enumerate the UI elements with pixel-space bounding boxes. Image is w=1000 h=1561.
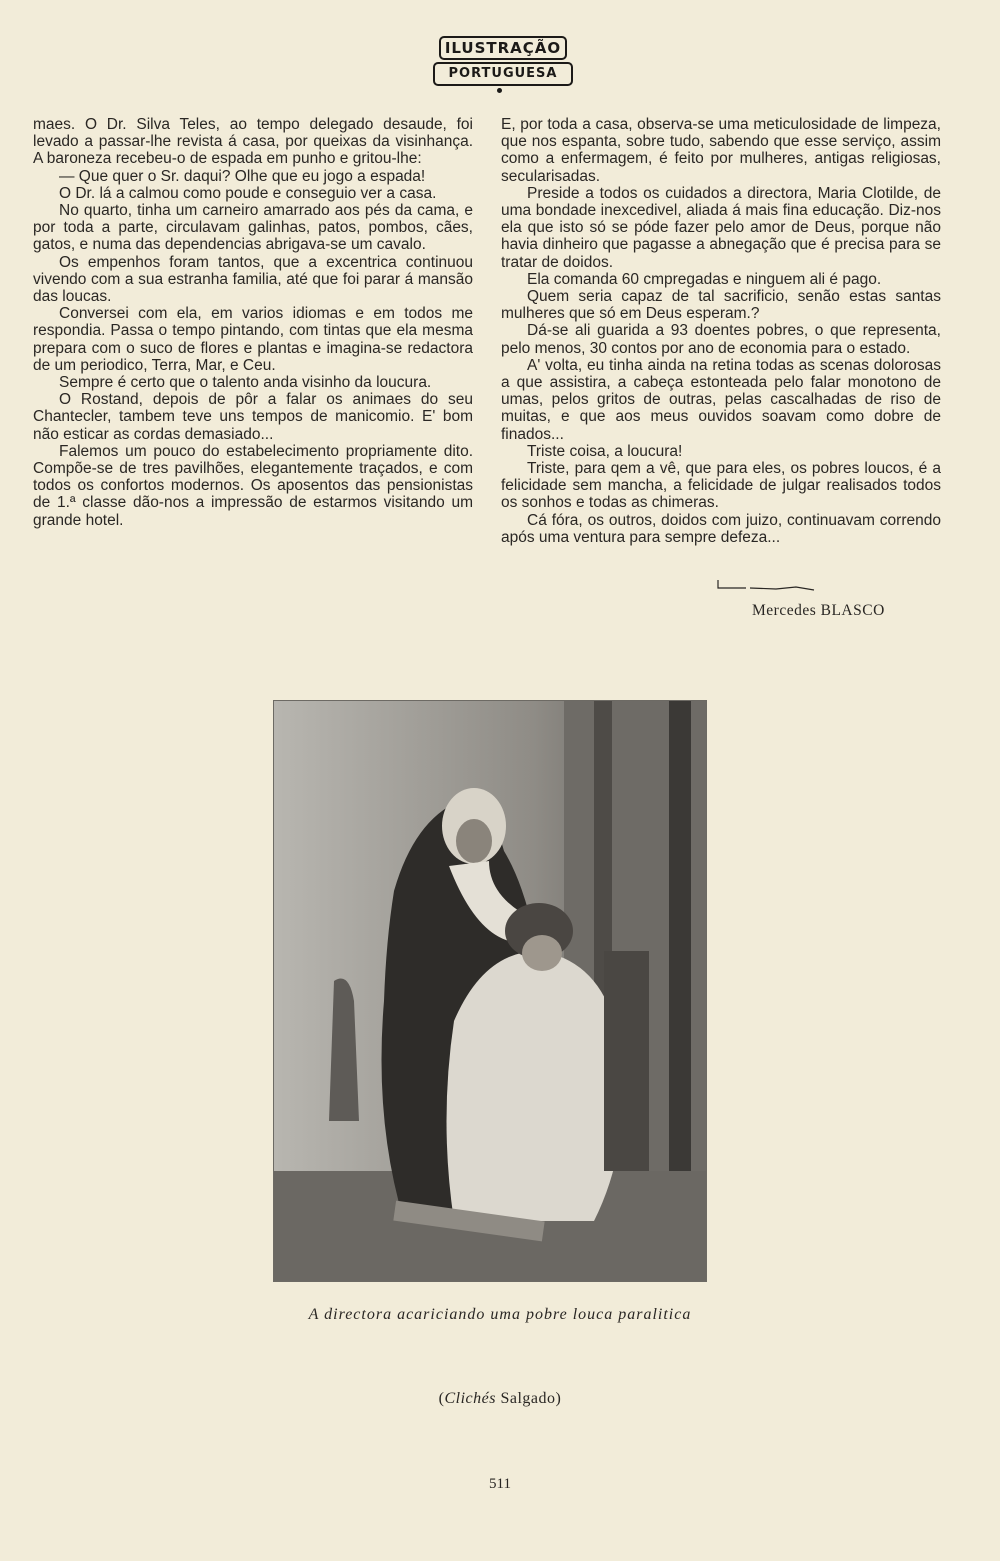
paragraph: O Dr. lá a calmou como poude e conseguio ver a casa. <box>59 184 437 202</box>
credit-prefix: ( <box>438 1390 445 1407</box>
paragraph: Falemos um pouco do estabelecimento propriamente dito. Compõe-se de tres pavilhões, elegantemente traçados, e com todos os confortos modernos. Os aposentos das pensionistas de 1.ª classe dão-nos a impressão de estarmos visitando um grande hotel. <box>33 442 473 529</box>
paragraph: O Rostand, depois de pôr a falar os animaes do seu Chantecler, tambem teve uns tempos de manicomio. E' bom não esticar as cordas demasiado... <box>33 391 473 443</box>
photo-caption: A directora acariciando uma pobre louca paralitica <box>308 1306 692 1323</box>
photo-credit <box>300 1390 700 1408</box>
masthead-logo <box>433 36 573 92</box>
paragraph: Preside a todos os cuidados a directora, Maria Clotilde, de uma bondade inexcedivel, aliada á mais fina educação. Diz-nos ela que isto só se póde fazer pelo amor de Deus, porque não havia dinheiro que pagasse a abnegação que é precisa para se tratar de doidos. <box>501 184 941 271</box>
credit-cliches: Clichés <box>444 1390 496 1407</box>
paragraph: A' volta, eu tinha ainda na retina todas as scenas dolorosas a que assistira, a cabeça estonteada pelo falar monotono de umas, pelos gritos de outras, pelas cascalhadas de riso de muitas, e que aos meus ouvidos soavam como dobre de finados... <box>501 356 941 443</box>
paragraph: maes. O Dr. Silva Teles, ao tempo delegado desaude, foi levado a passar-lhe revista á casa, por queixas da visinhança. A baroneza recebeu-o de espada em punho e gritou-lhe: <box>33 116 473 168</box>
paragraph: — Que quer o Sr. daqui? Olhe que eu jogo a espada! <box>59 167 426 185</box>
paragraph: Dá-se ali guarida a 93 doentes pobres, o que representa, pelo menos, 30 contos por ano de economia para o estado. <box>501 322 941 357</box>
credit-name: Salgado) <box>495 1390 562 1407</box>
signature-flourish <box>716 578 816 592</box>
paragraph: Conversei com ela, em varios idiomas e em todos me respondia. Passa o tempo pintando, com tintas que ela mesma prepara com o suco de flores e plantas e imagina-se redactora de um periodico, Terra, Mar, e Ceu. <box>33 305 473 374</box>
paragraph: Cá fóra, os outros, doidos com juizo, continuavam correndo após uma ventura para sempre defeza... <box>501 511 941 546</box>
paragraph: E, por toda a casa, observa-se uma meticulosidade de limpeza, que nos espanta, sobre tudo, sabendo que esse serviço, assim como a enfermagem, é feito por mulheres, antigas religiosas, secularisadas. <box>501 116 941 185</box>
paragraph: Triste, para qem a vê, que para eles, os pobres loucos, é a felicidade sem mancha, a felicidade de julgar realisados todos os sonhos e todas as chimeras. <box>501 460 941 512</box>
paragraph: No quarto, tinha um carneiro amarrado aos pés da cama, e por toda a parte, circulavam galinhas, patos, pombos, cães, gatos, e numa das dependencias abrigava-se um cavalo. <box>33 202 473 254</box>
masthead-line-1: ILUSTRAÇÃO <box>439 36 567 60</box>
paragraph: Ela comanda 60 cmpregadas e ninguem ali é pago. <box>527 270 882 288</box>
masthead-line-2: PORTUGUESA <box>433 62 573 86</box>
page-number: 511 <box>489 1476 511 1492</box>
paragraph: Quem seria capaz de tal sacrificio, senão estas santas mulheres que só em Deus esperam.? <box>501 288 941 323</box>
right-article-column <box>501 116 941 546</box>
author-signature: Mercedes BLASCO <box>752 602 885 619</box>
paragraph: Os empenhos foram tantos, que a excentrica continuou vivendo com a sua estranha familia, até que foi parar á mansão das loucas. <box>33 253 473 306</box>
masthead-ornament <box>497 88 502 93</box>
paragraph: Triste coisa, a loucura! <box>527 442 683 460</box>
left-article-column <box>33 116 473 529</box>
photograph <box>273 700 707 1282</box>
paragraph: Sempre é certo que o talento anda visinho da loucura. <box>59 374 432 392</box>
